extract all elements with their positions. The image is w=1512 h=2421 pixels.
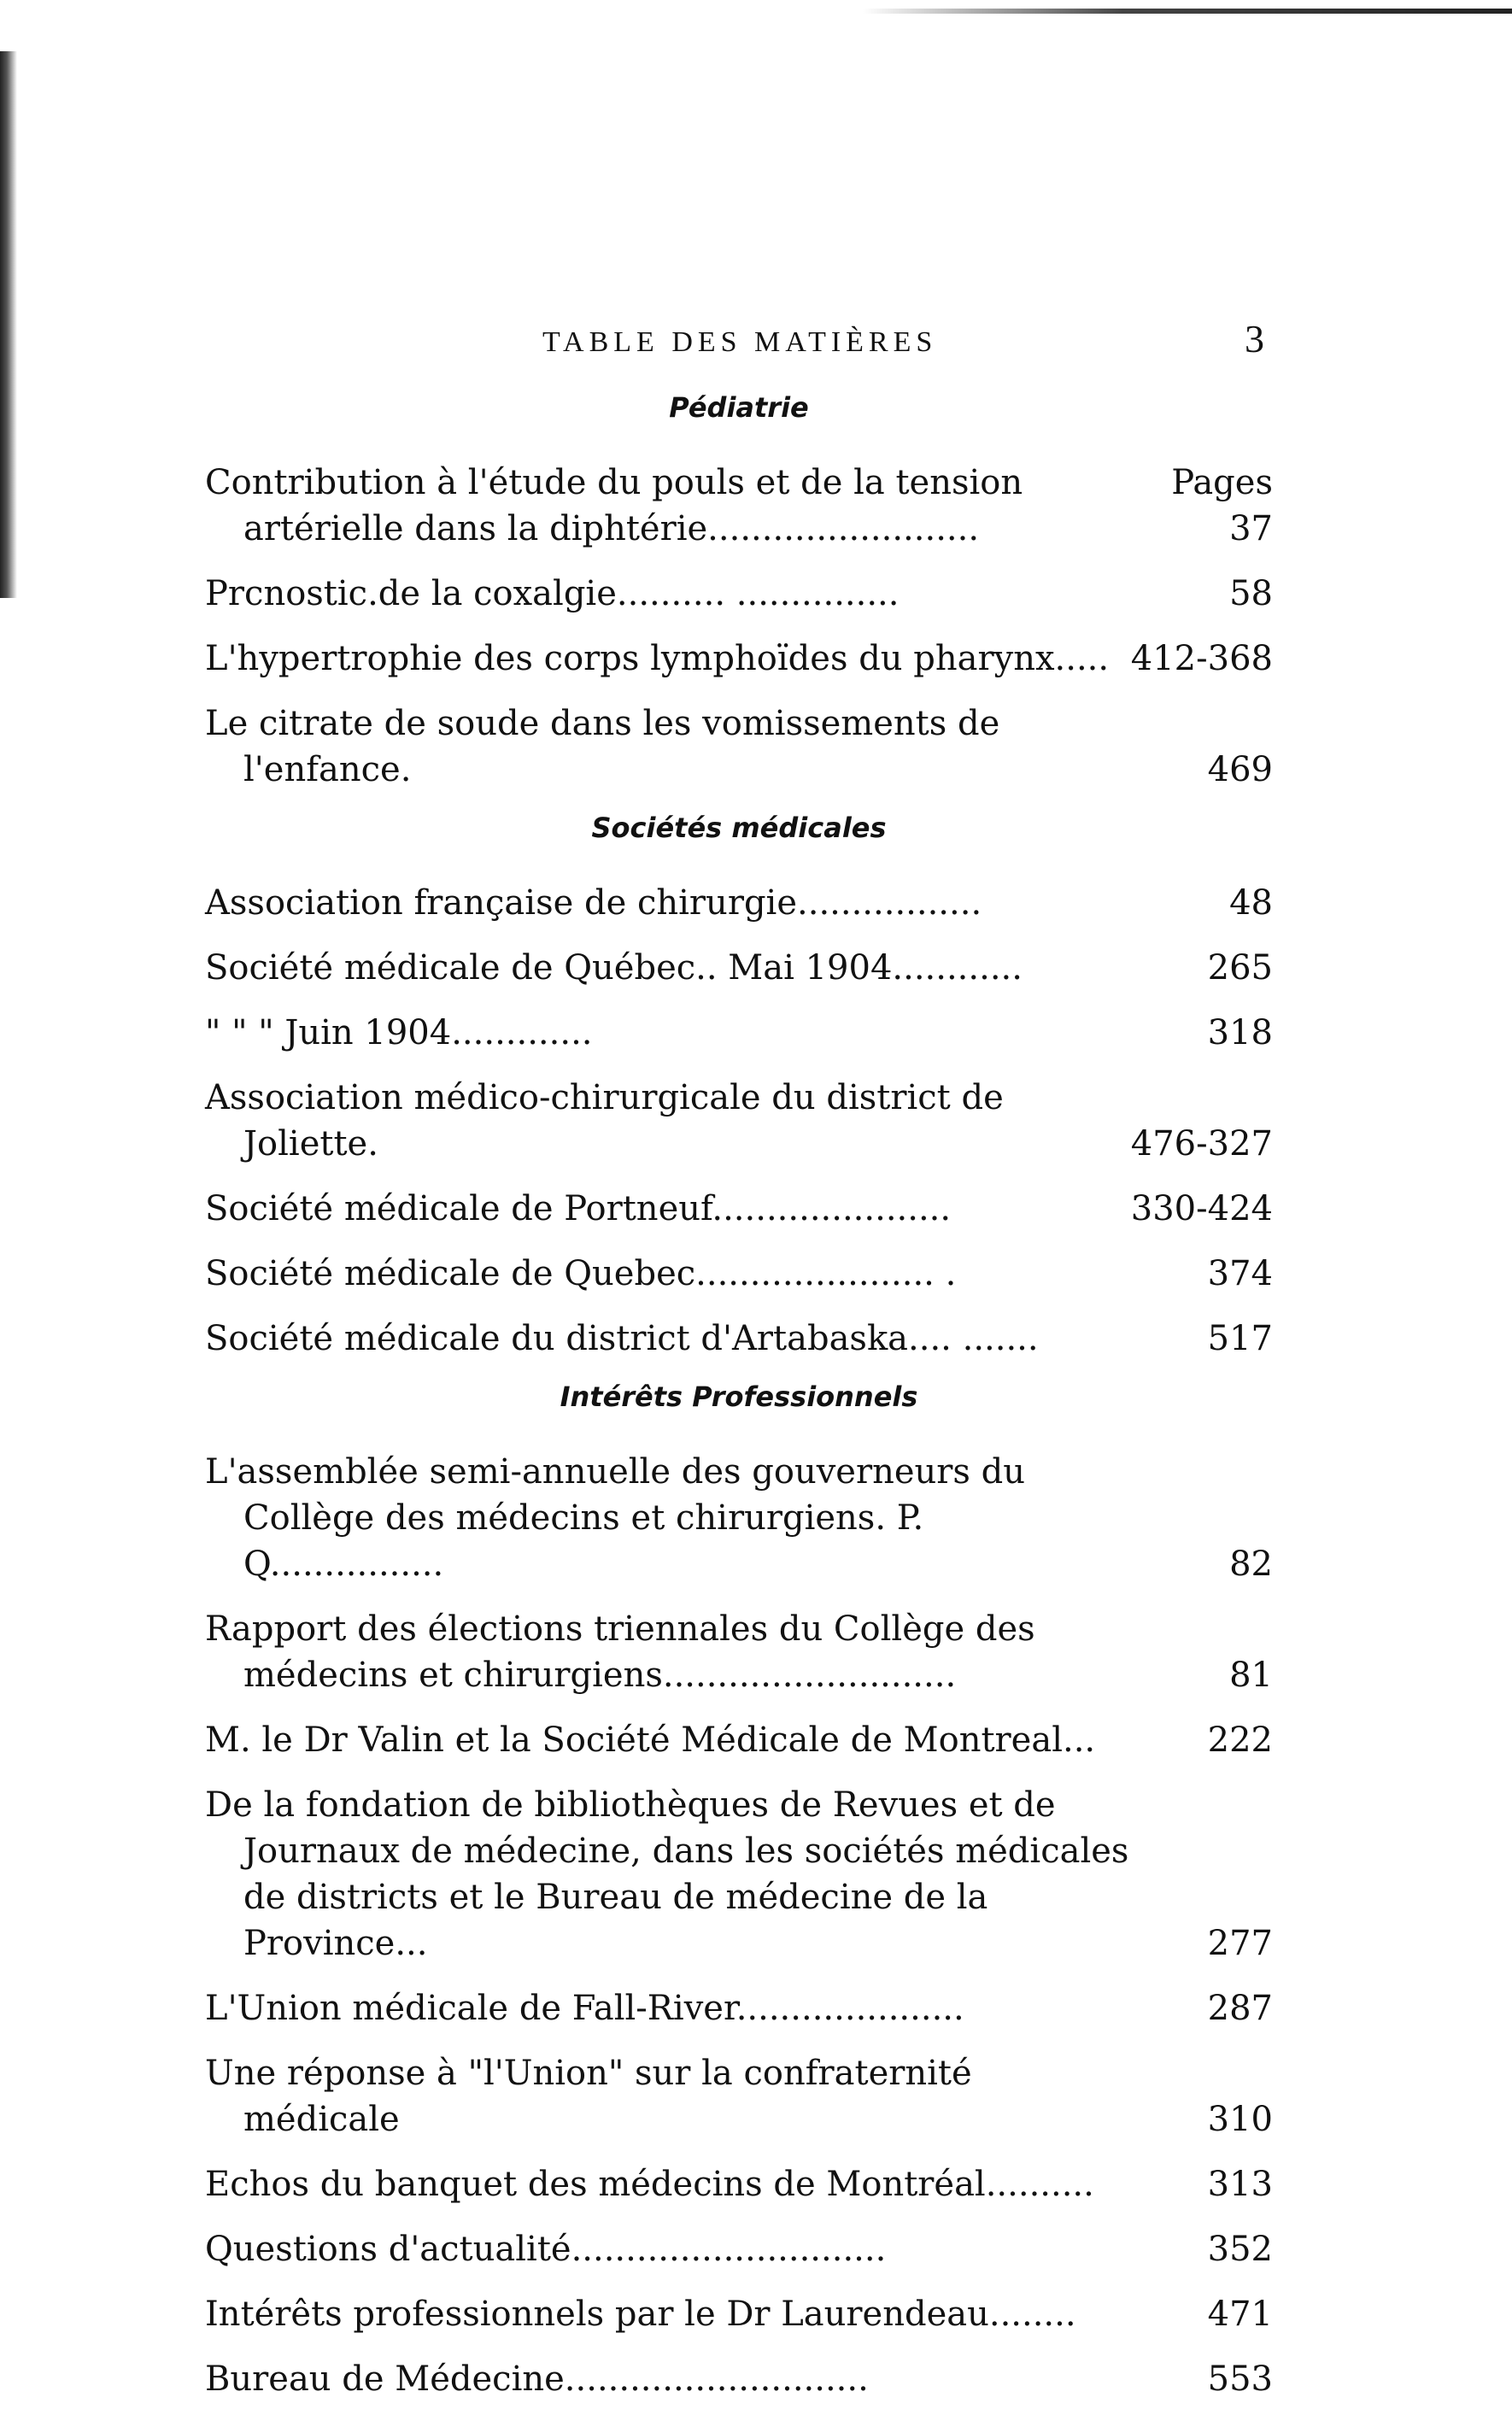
toc-entry bbox=[205, 1075, 1273, 1167]
toc-entry-page: 469 bbox=[1207, 750, 1273, 789]
toc-entry-page: 476-327 bbox=[1130, 1124, 1273, 1164]
section-heading-pediatrie: Pédiatrie bbox=[669, 391, 809, 424]
toc-entry bbox=[205, 460, 1273, 552]
toc-entry-page: 313 bbox=[1207, 2165, 1273, 2204]
toc-entry-title: Association française de chirurgie................. bbox=[205, 883, 982, 923]
toc-entry bbox=[205, 2226, 1273, 2272]
toc-entry-page: 318 bbox=[1207, 1013, 1273, 1052]
section-heading-societes-medicales: Sociétés médicales bbox=[591, 812, 887, 844]
toc-entry-page: 222 bbox=[1207, 1720, 1273, 1760]
toc-entry bbox=[205, 1449, 1273, 1587]
toc-entry-page bbox=[1129, 460, 1273, 552]
toc-entry-title: L'assemblée semi-annuelle des gouverneurs du Collège des médecins et chirurgiens. P. Q................ bbox=[205, 1452, 1026, 1584]
toc-entry-page: 517 bbox=[1207, 1319, 1273, 1358]
running-head bbox=[205, 308, 1273, 376]
toc-entry-title: Société médicale de Québec.. Mai 1904............ bbox=[205, 948, 1023, 988]
toc-entry bbox=[205, 945, 1273, 991]
toc-entry-title: Rapport des élections triennales du Collège des médecins et chirurgiens........................... bbox=[205, 1609, 1035, 1695]
toc-entry-page: 58 bbox=[1229, 574, 1273, 613]
toc-entry bbox=[205, 1316, 1273, 1362]
toc-entry-page-number: 37 bbox=[1229, 509, 1273, 548]
toc-entry-page: 48 bbox=[1229, 883, 1273, 923]
toc-entry-title: Le citrate de soude dans les vomissements de l'enfance. bbox=[205, 704, 1000, 789]
toc-entry-page: 412-368 bbox=[1130, 639, 1273, 678]
toc-entry bbox=[205, 1010, 1273, 1056]
toc-entry-title: M. le Dr Valin et la Société Médicale de Montreal... bbox=[205, 1720, 1096, 1760]
toc-entry bbox=[205, 1985, 1273, 2031]
toc-entry bbox=[205, 1186, 1273, 1232]
toc-entry bbox=[205, 1606, 1273, 1698]
toc-entry-title: Contribution à l'étude du pouls et de la tension artérielle dans la diphtérie......................... bbox=[205, 463, 1023, 548]
toc-entry bbox=[205, 1782, 1273, 1967]
toc-entry bbox=[205, 2050, 1273, 2143]
toc-entry bbox=[205, 571, 1273, 617]
page-title: TABLE DES MATIÈRES bbox=[542, 326, 938, 358]
toc-entry bbox=[205, 2161, 1273, 2207]
toc-entry-title: L'Union médicale de Fall-River..................... bbox=[205, 1989, 964, 2028]
toc-entry-page: 553 bbox=[1207, 2359, 1273, 2399]
toc-entry-title: Société médicale du district d'Artabaska.... ....... bbox=[205, 1319, 1039, 1358]
toc-entry bbox=[205, 1251, 1273, 1297]
toc-entry-page: 287 bbox=[1207, 1989, 1273, 2028]
toc-entry-title: Bureau de Médecine............................ bbox=[205, 2359, 869, 2399]
toc-entry-page: 265 bbox=[1207, 948, 1273, 988]
toc-entry-title: Prcnostic.de la coxalgie.......... ............... bbox=[205, 574, 900, 613]
toc-entry-title: Intérêts professionnels par le Dr Laurendeau........ bbox=[205, 2295, 1076, 2334]
section-heading-interets-professionnels: Intérêts Professionnels bbox=[560, 1380, 918, 1413]
toc-entry-title: Société médicale de Quebec...................... . bbox=[205, 1254, 957, 1293]
page-number: 3 bbox=[1245, 317, 1264, 361]
toc-entry-title: Questions d'actualité............................. bbox=[205, 2230, 887, 2269]
toc-entry-title: L'hypertrophie des corps lymphoïdes du pharynx..... bbox=[205, 639, 1110, 678]
toc-entry bbox=[205, 701, 1273, 793]
toc-entry-page: 81 bbox=[1229, 1656, 1273, 1695]
toc-entry-page: 374 bbox=[1207, 1254, 1273, 1293]
toc-entry bbox=[205, 1717, 1273, 1763]
pages-column-label: Pages bbox=[1171, 463, 1273, 502]
scan-top-rule bbox=[863, 9, 1512, 14]
toc-entry-title: Une réponse à "l'Union" sur la confraternité médicale bbox=[205, 2054, 972, 2139]
toc-entry-page: 330-424 bbox=[1130, 1189, 1273, 1228]
toc-entry bbox=[205, 2291, 1273, 2337]
toc-entry-title: De la fondation de bibliothèques de Revues et de Journaux de médecine, dans les sociétés médicales de districts et le Bureau de médecine de la Province... bbox=[205, 1785, 1129, 1963]
toc-entry-title: Echos du banquet des médecins de Montréal.......... bbox=[205, 2165, 1094, 2204]
toc-entry bbox=[205, 2356, 1273, 2402]
scan-left-edge bbox=[0, 51, 17, 598]
toc-entry-page: 82 bbox=[1229, 1545, 1273, 1584]
toc-entry-title: Société médicale de Portneuf...................... bbox=[205, 1189, 952, 1228]
toc-entry bbox=[205, 880, 1273, 926]
toc-entry bbox=[205, 636, 1273, 682]
toc-entry-page: 310 bbox=[1207, 2100, 1273, 2139]
toc-entry-title: Association médico-chirurgicale du district de Joliette. bbox=[205, 1078, 1004, 1164]
toc-entry-title: " " " Juin 1904............. bbox=[205, 1013, 593, 1052]
toc-entry-page: 277 bbox=[1207, 1924, 1273, 1963]
toc-entry-page: 352 bbox=[1207, 2230, 1273, 2269]
toc-entry-page: 471 bbox=[1207, 2295, 1273, 2334]
toc-page bbox=[205, 308, 1273, 2421]
